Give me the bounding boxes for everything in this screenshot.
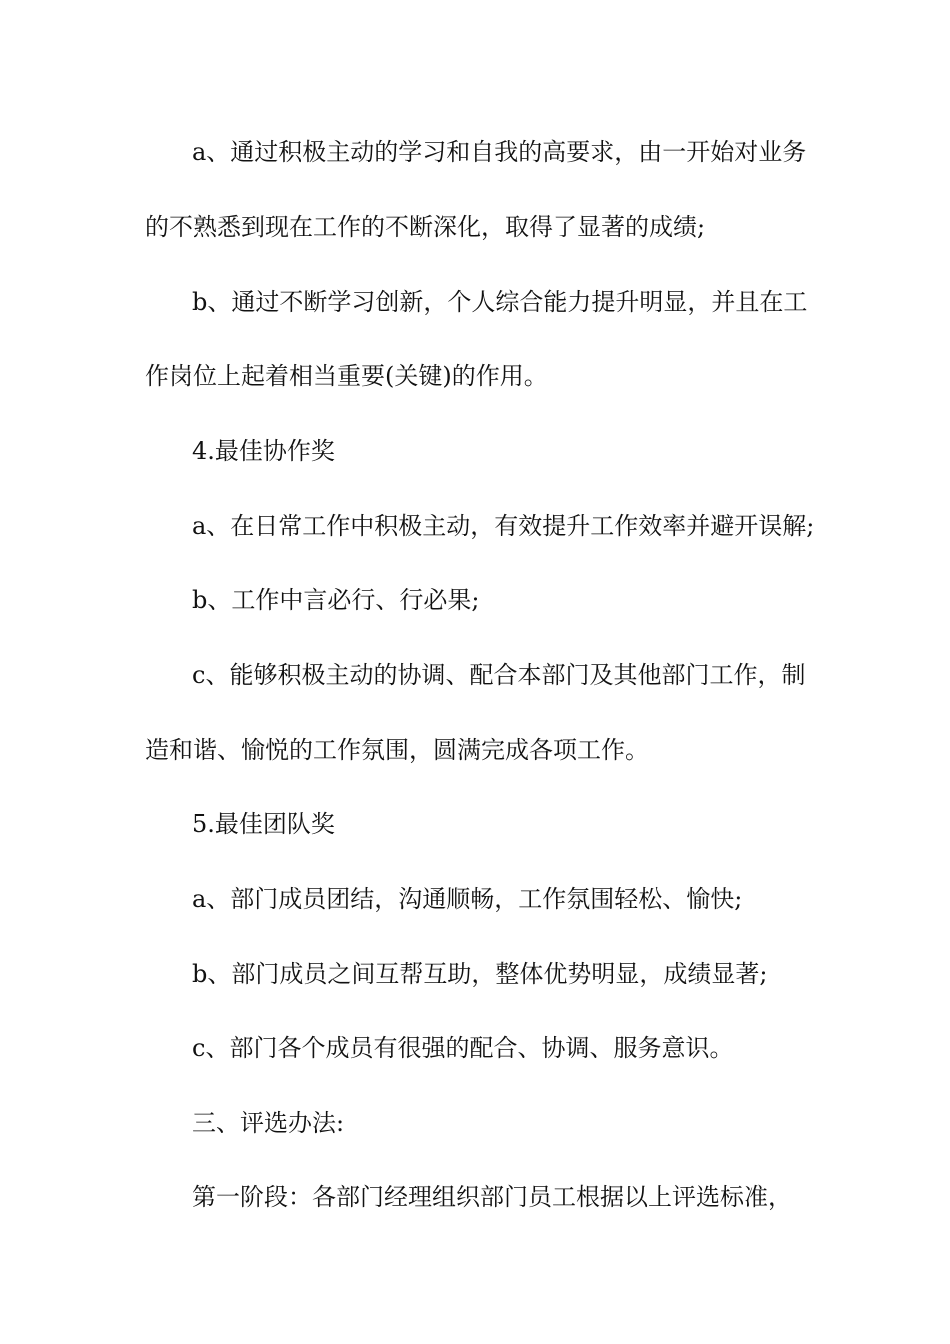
section-heading: 三、评选办法: bbox=[192, 1109, 345, 1137]
paragraph-line: c、部门各个成员有很强的配合、协调、服务意识。 bbox=[192, 1034, 734, 1062]
paragraph-line: 作岗位上起着相当重要(关键)的作用。 bbox=[145, 362, 548, 390]
paragraph-line: b、通过不断学习创新，个人综合能力提升明显，并且在工 bbox=[192, 288, 808, 316]
paragraph-line: a、在日常工作中积极主动，有效提升工作效率并避开误解; bbox=[192, 512, 815, 540]
paragraph-line: c、能够积极主动的协调、配合本部门及其他部门工作，制 bbox=[192, 661, 806, 689]
section-heading: 4.最佳协作奖 bbox=[192, 437, 335, 465]
paragraph-line: 造和谐、愉悦的工作氛围，圆满完成各项工作。 bbox=[145, 736, 649, 764]
paragraph-line: b、工作中言必行、行必果; bbox=[192, 586, 480, 614]
paragraph-line: a、部门成员团结，沟通顺畅，工作氛围轻松、愉快; bbox=[192, 885, 743, 913]
paragraph-line: 第一阶段：各部门经理组织部门员工根据以上评选标准， bbox=[192, 1183, 792, 1211]
section-heading: 5.最佳团队奖 bbox=[192, 810, 335, 838]
paragraph-line: a、通过积极主动的学习和自我的高要求，由一开始对业务 bbox=[192, 138, 807, 166]
paragraph-line: b、部门成员之间互帮互助，整体优势明显，成绩显著; bbox=[192, 960, 768, 988]
paragraph-line: 的不熟悉到现在工作的不断深化，取得了显著的成绩; bbox=[145, 213, 706, 241]
